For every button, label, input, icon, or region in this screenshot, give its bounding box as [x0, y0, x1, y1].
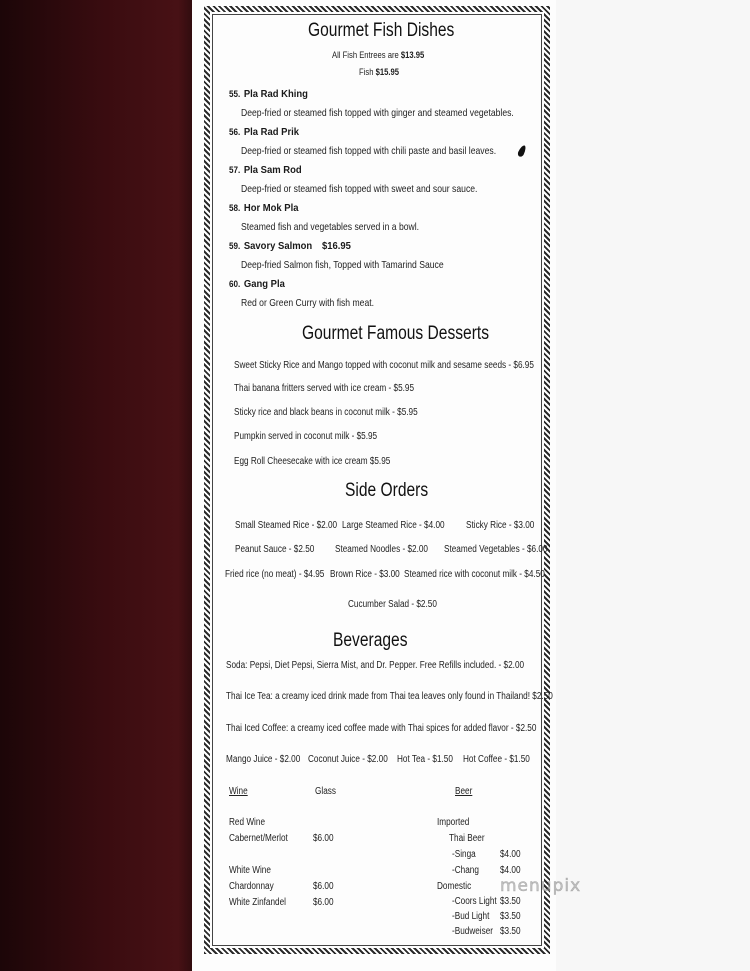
dessert-item: Pumpkin served in coconut milk - $5.95 — [234, 431, 378, 442]
beer-item-price: $3.50 — [500, 911, 521, 922]
domestic-beer-label: Domestic — [437, 881, 472, 892]
wine-item-price: $6.00 — [313, 881, 334, 892]
side-item: Cucumber Salad - $2.50 — [348, 599, 437, 610]
beer-header: Beer — [455, 786, 473, 797]
fish-item-title: 57. Pla Sam Rod — [229, 164, 302, 176]
beverages-section-title: Beverages — [333, 630, 408, 651]
beverage-juice: Coconut Juice - $2.00 — [308, 754, 388, 765]
fish-item-desc: Deep-fried or steamed fish topped with sweet and sour sauce. — [241, 183, 478, 195]
fish-item-desc: Deep-fried or steamed fish topped with chili paste and basil leaves. — [241, 145, 497, 157]
dessert-item: Sticky rice and black beans in coconut milk - $5.95 — [234, 407, 418, 418]
wine-header: Wine — [229, 786, 248, 797]
side-item: Large Steamed Rice - $4.00 — [342, 520, 445, 531]
fish-price-line-2: Fish $15.95 — [359, 67, 400, 77]
beverage-soda: Soda: Pepsi, Diet Pepsi, Sierra Mist, and Dr. Pepper. Free Refills included. - $2.00 — [226, 660, 525, 671]
side-item: Fried rice (no meat) - $4.95 — [225, 569, 325, 580]
dessert-item: Thai banana fritters served with ice cream - $5.95 — [234, 383, 415, 394]
wine-item-price: $6.00 — [313, 833, 334, 844]
wine-item-name: Cabernet/Merlot — [229, 833, 288, 844]
fish-price-line-1: All Fish Entrees are $13.95 — [332, 50, 425, 60]
wine-item-price: $6.00 — [313, 897, 334, 908]
wine-glass-header: Glass — [315, 786, 336, 797]
red-wine-label: Red Wine — [229, 817, 266, 828]
desserts-section-title: Gourmet Famous Desserts — [302, 323, 490, 344]
side-item: Sticky Rice - $3.00 — [466, 520, 535, 531]
beer-item-price: $3.50 — [500, 896, 521, 907]
beverage-juice: Mango Juice - $2.00 — [226, 754, 301, 765]
sides-section-title: Side Orders — [345, 480, 429, 501]
imported-beer-label: Imported — [437, 817, 470, 828]
beer-item-price: $3.50 — [500, 926, 521, 937]
fish-item-title: 55. Pla Rad Khing — [229, 88, 308, 100]
beer-item-name: -Budweiser — [452, 926, 494, 937]
beer-item-name: -Singa — [452, 849, 476, 860]
wine-item-name: White Zinfandel — [229, 897, 286, 908]
menupix-watermark: menupix — [500, 876, 582, 896]
side-item: Steamed Vegetables - $6.00 — [444, 544, 548, 555]
side-item: Peanut Sauce - $2.50 — [235, 544, 315, 555]
side-item: Brown Rice - $3.00 — [330, 569, 400, 580]
dessert-item: Sweet Sticky Rice and Mango topped with coconut milk and sesame seeds - $6.95 — [234, 360, 534, 371]
fish-item-desc: Red or Green Curry with fish meat. — [241, 297, 375, 309]
beverage-thai-tea: Thai Ice Tea: a creamy iced drink made from Thai tea leaves only found in Thailand! $2.50 — [226, 691, 553, 702]
left-background-band — [0, 0, 192, 971]
beverage-juice: Hot Coffee - $1.50 — [463, 754, 530, 765]
beer-item-name: -Coors Light — [452, 896, 497, 907]
fish-item-desc: Deep-fried Salmon fish, Topped with Tamarind Sauce — [241, 259, 444, 271]
side-item: Steamed rice with coconut milk - $4.50 — [404, 569, 545, 580]
wine-item-name: Chardonnay — [229, 881, 274, 892]
fish-item-title: 59. Savory Salmon $16.95 — [229, 240, 351, 252]
right-background — [556, 0, 750, 971]
fish-item-title: 58. Hor Mok Pla — [229, 202, 299, 214]
fish-section-title: Gourmet Fish Dishes — [308, 20, 455, 41]
side-item: Small Steamed Rice - $2.00 — [235, 520, 338, 531]
beer-item-price: $4.00 — [500, 849, 521, 860]
fish-item-title: 56. Pla Rad Prik — [229, 126, 300, 138]
dessert-item: Egg Roll Cheesecake with ice cream $5.95 — [234, 456, 391, 467]
beer-item-name: -Chang — [452, 865, 479, 876]
fish-item-desc: Deep-fried or steamed fish topped with ginger and steamed vegetables. — [241, 107, 514, 119]
white-wine-label: White Wine — [229, 865, 271, 876]
beer-item-name: -Bud Light — [452, 911, 490, 922]
fish-item-desc: Steamed fish and vegetables served in a bowl. — [241, 221, 420, 233]
side-item: Steamed Noodles - $2.00 — [335, 544, 428, 555]
beer-item-price: $4.00 — [500, 865, 521, 876]
thai-beer-label: Thai Beer — [449, 833, 485, 844]
fish-item-title: 60. Gang Pla — [229, 278, 285, 290]
beverage-thai-coffee: Thai Iced Coffee: a creamy iced coffee made with Thai spices for added flavor - $2.50 — [226, 723, 537, 734]
beverage-juice: Hot Tea - $1.50 — [397, 754, 453, 765]
